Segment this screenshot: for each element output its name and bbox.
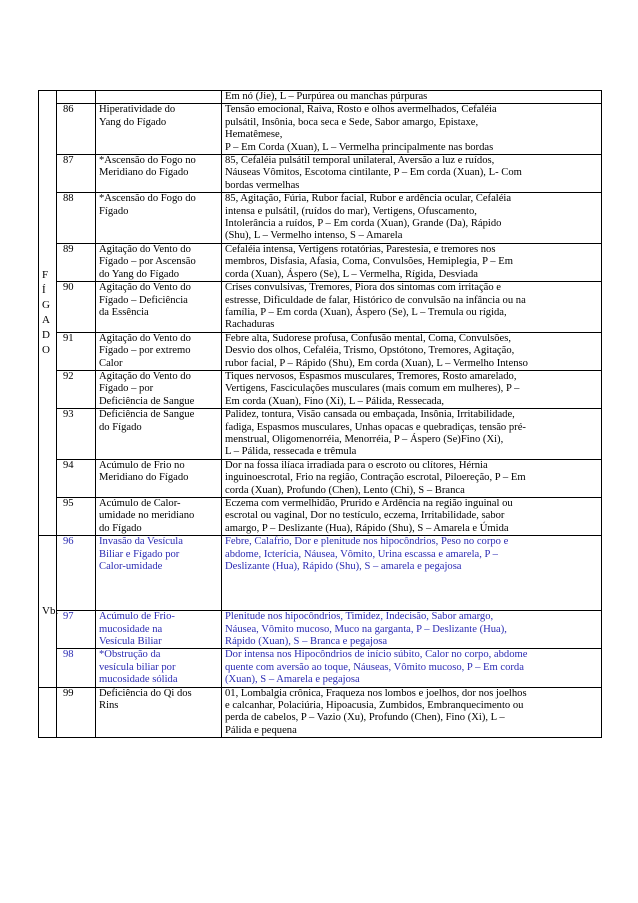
organ-label-letter: A xyxy=(42,314,50,327)
syndrome-name-line: Calor xyxy=(99,357,123,369)
table-row xyxy=(39,370,602,408)
syndrome-description-line: Febre alta, Sudorese profusa, Confusão mental, Coma, Convulsões, xyxy=(225,332,511,344)
syndrome-description-line: rubor facial, P – Rápido (Shu), Em corda (Xuan), L – Vermelho Intenso xyxy=(225,357,528,369)
syndrome-description-line: 85, Agitação, Fúria, Rubor facial, Rubor e ardência ocular, Cefaléia xyxy=(225,193,512,205)
syndrome-description-line: P – Em Corda (Xuan), L – Vermelha principalmente nas bordas xyxy=(225,141,494,153)
syndrome-name xyxy=(96,459,222,497)
organ-label-empty xyxy=(39,687,57,738)
syndrome-name-line: *Ascensão do Fogo do xyxy=(99,193,196,205)
table-row xyxy=(39,498,602,536)
syndrome-description-line: Tiques nervosos, Espasmos musculares, Tremores, Rosto amarelado, xyxy=(225,370,517,382)
syndrome-name-line: *Ascensão do Fogo no xyxy=(99,155,196,167)
syndrome-description-line: Desvio dos olhos, Cefaléia, Trismo, Opstótono, Tremores, Agitação, xyxy=(225,345,515,357)
syndrome-description-line: fadiga, Espasmos musculares, Unhas opacas e quebradiças, tensão pré- xyxy=(225,421,526,433)
syndrome-description-line: 01, Lombalgia crônica, Fraqueza nos lombos e joelhos, dor nos joelhos xyxy=(225,687,527,699)
syndrome-table-body xyxy=(39,91,602,738)
syndrome-description-line: (Xuan), S – Amarela e pegajosa xyxy=(225,674,360,686)
syndrome-description xyxy=(222,282,602,333)
syndrome-description-line: quente com aversão ao toque, Náuseas, Vômito mucoso, P – Em corda xyxy=(225,661,524,673)
syndrome-description-line: corda (Xuan), Áspero (Se), L – Vermelha, Rígida, Desviada xyxy=(225,268,478,280)
syndrome-name-line: Meridiano do Fígado xyxy=(99,472,189,484)
syndrome-number: 91 xyxy=(57,332,96,370)
organ-label-letter: b. xyxy=(49,604,59,617)
syndrome-name xyxy=(96,611,222,649)
syndrome-description xyxy=(222,91,602,104)
syndrome-description xyxy=(222,409,602,460)
syndrome-description-line: bordas vermelhas xyxy=(225,179,300,191)
syndrome-description-line: menstrual, Oligomenorréia, Menorréia, P – Áspero (Se)Fino (Xi), xyxy=(225,433,504,445)
syndrome-name-line: Invasão da Vesícula xyxy=(99,536,183,548)
syndrome-description-line: Dor na fossa ilíaca irradiada para o escroto ou clítores, Hérnia xyxy=(225,459,488,471)
syndrome-number: 94 xyxy=(57,459,96,497)
syndrome-description-line: corda (Xuan), Profundo (Chen), Lento (Chi), S – Branca xyxy=(225,484,465,496)
syndrome-description-line: intensa e pulsátil, (ruídos do mar), Vertigens, Ofuscamento, xyxy=(225,205,477,217)
syndrome-description xyxy=(222,332,602,370)
syndrome-name-line: mucosidade sólida xyxy=(99,674,178,686)
syndrome-description-line: estresse, Dificuldade de falar, Histórico de convulsão na infância ou na xyxy=(225,294,526,306)
syndrome-table xyxy=(38,90,602,738)
syndrome-number: 96 xyxy=(57,536,96,611)
syndrome-name-line: *Obstrução da xyxy=(99,649,161,661)
syndrome-description xyxy=(222,243,602,281)
syndrome-description-line: perda de cabelos, P – Vazio (Xu), Profundo (Chen), Fino (Xi), L – xyxy=(225,712,505,724)
syndrome-name-line: Acúmulo de Frio- xyxy=(99,611,175,623)
table-row xyxy=(39,332,602,370)
syndrome-name xyxy=(96,409,222,460)
syndrome-name xyxy=(96,649,222,687)
organ-label-letter: Í xyxy=(42,284,46,297)
syndrome-description-line: Náusea, Vômito mucoso, Muco na garganta, P – Deslizante (Hua), xyxy=(225,623,507,635)
syndrome-name-line: Acúmulo de Frio no xyxy=(99,459,185,471)
syndrome-description-line: Febre, Calafrio, Dor e plenitude nos hipocôndrios, Peso no corpo e xyxy=(225,536,509,548)
syndrome-description xyxy=(222,155,602,193)
syndrome-name xyxy=(96,104,222,155)
syndrome-description-line: L – Pálida, ressecada e trêmula xyxy=(225,446,357,458)
syndrome-description-line: (Shu), L – Vermelho intenso, S – Amarela xyxy=(225,230,403,242)
syndrome-number: 97 xyxy=(57,611,96,649)
syndrome-name xyxy=(96,687,222,738)
syndrome-description-line: Vertigens, Fasciculações musculares (mais comum em mulheres), P – xyxy=(225,383,520,395)
syndrome-name-line: Deficiência do Qi dos xyxy=(99,687,192,699)
syndrome-number: 86 xyxy=(57,104,96,155)
syndrome-name xyxy=(96,536,222,611)
syndrome-name xyxy=(96,498,222,536)
syndrome-name-line: mucosidade na xyxy=(99,623,163,635)
syndrome-name-line: Fígado – por Ascensão xyxy=(99,256,196,268)
organ-label-letter: O xyxy=(42,344,50,357)
syndrome-name-line: umidade no meridiano xyxy=(99,510,195,522)
syndrome-name xyxy=(96,370,222,408)
organ-label-letter: V xyxy=(42,604,50,617)
syndrome-name-line: Agitação do Vento do xyxy=(99,282,191,294)
syndrome-name-line: do Fígado xyxy=(99,522,142,534)
syndrome-description xyxy=(222,193,602,244)
syndrome-description xyxy=(222,611,602,649)
syndrome-description xyxy=(222,459,602,497)
syndrome-description xyxy=(222,649,602,687)
syndrome-name xyxy=(96,282,222,333)
syndrome-name-line: Yang do Fígado xyxy=(99,116,167,128)
syndrome-name-line: da Essência xyxy=(99,306,149,318)
table-row xyxy=(39,459,602,497)
organ-label-figado xyxy=(39,91,57,536)
syndrome-name-line: vesícula biliar por xyxy=(99,661,176,673)
syndrome-description-line: Hematêmese, xyxy=(225,129,283,141)
table-row xyxy=(39,649,602,687)
syndrome-description xyxy=(222,104,602,155)
syndrome-name-line: Fígado – por xyxy=(99,383,154,395)
syndrome-description-line: Rápido (Xuan), S – Branca e pegajosa xyxy=(225,636,388,648)
syndrome-description xyxy=(222,536,602,611)
syndrome-description-line: Plenitude nos hipocôndrios, Timidez, Indecisão, Sabor amargo, xyxy=(225,611,494,623)
syndrome-number: 93 xyxy=(57,409,96,460)
syndrome-description-line: 85, Cefaléia pulsátil temporal unilateral, Aversão a luz e ruídos, xyxy=(225,155,495,167)
syndrome-name-line: Biliar e Fígado por xyxy=(99,548,180,560)
table-row xyxy=(39,409,602,460)
table-row xyxy=(39,687,602,738)
syndrome-name-line: Hiperatividade do xyxy=(99,104,176,116)
table-row xyxy=(39,282,602,333)
syndrome-name-line: Acúmulo de Calor- xyxy=(99,498,181,509)
syndrome-number: 88 xyxy=(57,193,96,244)
syndrome-description-line: Em nó (Jie), L – Purpúrea ou manchas púrpuras xyxy=(225,91,428,102)
syndrome-name-line: Vesícula Biliar xyxy=(99,636,162,648)
syndrome-description-line: Deslizante (Hua), Rápido (Shu), S – amarela e pegajosa xyxy=(225,561,462,573)
syndrome-description-line: Palidez, tontura, Visão cansada ou embaçada, Insônia, Irritabilidade, xyxy=(225,409,515,421)
syndrome-description-line: Intolerância a ruídos, P – Em corda (Xuan), Grande (Da), Rápido xyxy=(225,218,502,230)
syndrome-name-line: Meridiano do Fígado xyxy=(99,167,189,179)
syndrome-description-line: e calcanhar, Polaciúria, Hipoacusia, Zumbidos, Embranquecimento ou xyxy=(225,700,524,712)
syndrome-number: 92 xyxy=(57,370,96,408)
syndrome-name xyxy=(96,243,222,281)
syndrome-description-line: Tensão emocional, Raiva, Rosto e olhos avermelhados, Cefaléia xyxy=(225,104,497,116)
syndrome-name-line: do Yang do Fígado xyxy=(99,268,180,280)
syndrome-name-line: Calor-umidade xyxy=(99,561,163,573)
syndrome-name xyxy=(96,332,222,370)
table-row xyxy=(39,536,602,611)
syndrome-description-line: Eczema com vermelhidão, Prurido e Ardência na região inguinal ou xyxy=(225,498,513,509)
syndrome-description-line: amargo, P – Deslizante (Hua), Rápido (Shu), S – Amarela e Úmida xyxy=(225,522,509,534)
syndrome-name xyxy=(96,155,222,193)
syndrome-description-line: Cefaléia intensa, Vertigens rotatórias, Parestesia, e tremores nos xyxy=(225,243,496,255)
syndrome-name-line: Deficiência de Sangue xyxy=(99,395,195,407)
syndrome-number: 95 xyxy=(57,498,96,536)
syndrome-number: 90 xyxy=(57,282,96,333)
organ-label-letter: F xyxy=(42,269,49,282)
syndrome-description-line: Em corda (Xuan), Fino (Xi), L – Pálida, Ressecada, xyxy=(225,395,445,407)
organ-label-vesicula-biliar xyxy=(39,536,57,687)
syndrome-description-line: Pálida e pequena xyxy=(225,724,297,736)
syndrome-name-line: do Fígado xyxy=(99,421,142,433)
table-row xyxy=(39,243,602,281)
syndrome-name-line: Agitação do Vento do xyxy=(99,243,191,255)
syndrome-name-line: Agitação do Vento do xyxy=(99,332,191,344)
syndrome-number: 87 xyxy=(57,155,96,193)
syndrome-description-line: família, P – Em corda (Xuan), Áspero (Se), L – Tremula ou rígida, xyxy=(225,306,507,318)
syndrome-description-line: Dor intensa nos Hipocôndrios de início súbito, Calor no corpo, abdome xyxy=(225,649,528,661)
organ-label-letter: G xyxy=(42,299,50,312)
syndrome-description-line: Rachaduras xyxy=(225,319,275,331)
syndrome-description xyxy=(222,370,602,408)
syndrome-description-line: inguinoescrotal, Frio na região, Contração escrotal, Piloereção, P – Em xyxy=(225,472,526,484)
syndrome-description-line: Crises convulsivas, Tremores, Piora dos sintomas com irritação e xyxy=(225,282,501,294)
syndrome-description-line: Náuseas Vômitos, Escotoma cintilante, P – Em corda (Xuan), L- Com xyxy=(225,167,522,179)
table-row xyxy=(39,611,602,649)
syndrome-number xyxy=(57,91,96,104)
syndrome-name-line: Deficiência de Sangue xyxy=(99,409,195,421)
syndrome-name-line: Agitação do Vento do xyxy=(99,370,191,382)
syndrome-name-line: Rins xyxy=(99,700,119,712)
syndrome-description-line: escrotal ou vaginal, Dor no testículo, eczema, Irritabilidade, sabor xyxy=(225,510,505,522)
syndrome-description-line: membros, Disfasia, Afasia, Coma, Convulsões, Hemiplegia, P – Em xyxy=(225,256,513,268)
syndrome-description-line: abdome, Icterícia, Náusea, Vômito, Urina escassa e amarela, P – xyxy=(225,548,498,560)
table-row xyxy=(39,104,602,155)
syndrome-number: 89 xyxy=(57,243,96,281)
syndrome-number: 99 xyxy=(57,687,96,738)
syndrome-name xyxy=(96,193,222,244)
syndrome-name-line: Fígado – Deficiência xyxy=(99,294,188,306)
table-row xyxy=(39,155,602,193)
syndrome-description-line: pulsátil, Insônia, boca seca e Sede, Sabor amargo, Epistaxe, xyxy=(225,116,479,128)
syndrome-name-line: Fígado xyxy=(99,205,129,217)
table-row xyxy=(39,193,602,244)
table-row xyxy=(39,91,602,104)
syndrome-name-line: Fígado – por extremo xyxy=(99,345,191,357)
syndrome-number: 98 xyxy=(57,649,96,687)
syndrome-name xyxy=(96,91,222,104)
organ-label-letter: D xyxy=(42,329,50,342)
syndrome-description xyxy=(222,687,602,738)
syndrome-description xyxy=(222,498,602,536)
